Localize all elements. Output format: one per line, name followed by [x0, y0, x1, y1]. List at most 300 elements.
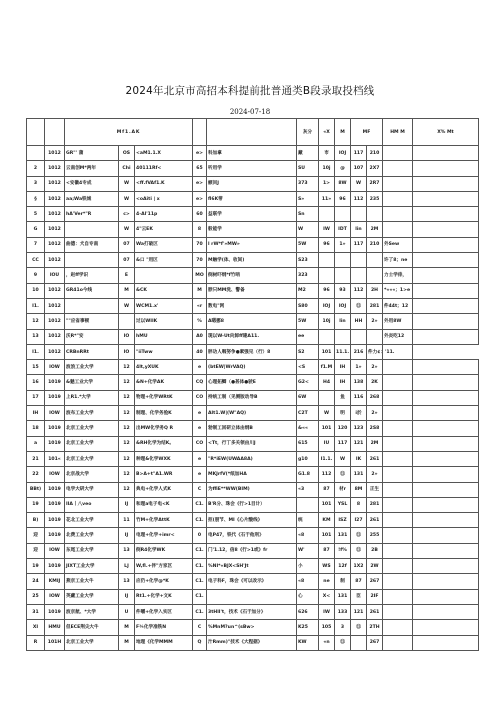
school-cell — [65, 222, 119, 237]
subject-req-cell: WCM1.x' — [135, 298, 193, 313]
chinese-cell: 87 — [319, 482, 335, 497]
subject-req-cell: 倒R4化学WK — [135, 543, 193, 558]
chinese-cell: 101 — [319, 344, 335, 359]
plan-cell: A0 — [193, 329, 207, 344]
chinese-cell: KM — [319, 513, 335, 528]
subject-req-cell: 种理&化学WXK — [135, 451, 193, 466]
plan-cell: 8 — [193, 222, 207, 237]
group-cell: W — [119, 298, 135, 313]
note-cell — [383, 451, 413, 466]
chinese-cell: IOJ — [319, 298, 335, 313]
group-cell: Chi — [119, 161, 135, 176]
code-cell: 1019 — [45, 421, 65, 436]
plan-cell: C1. — [193, 589, 207, 604]
score-cell: K25 — [297, 620, 319, 635]
major-cell: 胖功人咽努争●素强见（行）8 — [207, 344, 297, 359]
code-cell: 1012 — [45, 344, 65, 359]
rank-cell: 2» — [367, 406, 383, 421]
plan-cell: C — [193, 620, 207, 635]
chinese-cell: 1> — [319, 176, 335, 191]
row-index-cell: 19 — [27, 497, 45, 512]
math-cell: 11.1. — [335, 344, 351, 359]
school-cell: 北京战大学 — [65, 467, 119, 482]
row-index-cell: 24 — [27, 574, 45, 589]
row-index-cell: 迎 — [27, 543, 45, 558]
chinese-cell — [319, 329, 335, 344]
plan-cell: «r — [193, 298, 207, 313]
rank-cell: 268 — [367, 390, 383, 405]
foreign-cell: W — [351, 176, 367, 191]
foreign-cell: ⑪ — [351, 543, 367, 558]
foreign-cell: 121 — [351, 436, 367, 451]
rank-cell — [367, 268, 383, 283]
code-cell: 1012 — [45, 146, 65, 161]
subject-req-cell: <aM1.1.X — [135, 146, 193, 161]
chinese-cell: 101 — [319, 497, 335, 512]
subject-req-cell: F¾化学准铁N — [135, 620, 193, 635]
foreign-cell — [351, 268, 367, 283]
code-cell: 1019 — [45, 375, 65, 390]
subject-req-cell: W,fl.+伴"方家区 — [135, 559, 193, 574]
group-cell: 13 — [119, 574, 135, 589]
foreign-cell: 138 — [351, 375, 367, 390]
school-cell: 曲德：犬自专南 — [65, 237, 119, 252]
subject-req-cell: 物理+化学WRtK — [135, 390, 193, 405]
plan-cell: CO — [193, 390, 207, 405]
major-cell: 科加拿 — [207, 146, 297, 161]
code-cell: IOW — [45, 467, 65, 482]
remark-cell — [413, 298, 479, 313]
row-index-cell: XI — [27, 620, 45, 635]
rank-cell: 2» — [367, 314, 383, 329]
major-cell: 汁Rmm)"技术《大程据》 — [207, 635, 297, 650]
chinese-cell: «n — [319, 635, 335, 650]
note-cell — [383, 146, 413, 161]
plan-cell: e — [193, 421, 207, 436]
header-cell: X% Mt — [413, 119, 479, 146]
major-cell: "R*iEW(UWAA8A) — [207, 451, 297, 466]
score-cell: 小 — [297, 559, 319, 574]
school-cell: 电学大研大学 — [65, 482, 119, 497]
note-cell — [383, 191, 413, 206]
note-cell — [383, 436, 413, 451]
score-cell: 626 — [297, 604, 319, 619]
code-cell: 1012 — [45, 222, 65, 237]
row-index-cell: R — [27, 635, 45, 650]
table-row — [27, 589, 479, 604]
foreign-cell: ⑪ — [351, 298, 367, 313]
score-cell: W' — [297, 543, 319, 558]
chinese-cell: ne — [319, 574, 335, 589]
rank-cell: 2W — [367, 559, 383, 574]
row-index-cell: 13 — [27, 329, 45, 344]
plan-cell: e> — [193, 146, 207, 161]
table-row — [27, 543, 479, 558]
group-cell: IJ — [119, 497, 135, 512]
rank-cell: 267 — [367, 574, 383, 589]
subject-req-cell: 制理、化学务验K — [135, 406, 193, 421]
math-cell: ISZ — [335, 513, 351, 528]
math-cell: 131 — [335, 589, 351, 604]
group-cell: 11 — [119, 513, 135, 528]
remark-cell — [413, 375, 479, 390]
score-cell: C2T — [297, 406, 319, 421]
plan-cell: e — [193, 451, 207, 466]
row-index-cell: 17 — [27, 390, 45, 405]
row-index-cell: a — [27, 436, 45, 451]
score-cell: 615 — [297, 436, 319, 451]
publish-date: 2024-07-18 — [229, 108, 271, 116]
rank-cell — [367, 253, 383, 268]
row-index-cell: 3 — [27, 176, 45, 191]
group-cell: 07 — [119, 237, 135, 252]
school-cell: 燕京工业大牛 — [65, 574, 119, 589]
row-index-cell: 迎 — [27, 528, 45, 543]
row-index-cell: 21 — [27, 451, 45, 466]
page-title: 2024年北京市高招本科提前批普通类B段录取投档线 — [125, 85, 375, 97]
group-cell: 12 — [119, 436, 135, 451]
code-cell: 1012 — [45, 207, 65, 222]
major-cell: 听用学 — [207, 161, 297, 176]
table-row — [27, 467, 479, 482]
row-index-cell: G — [27, 222, 45, 237]
note-cell — [383, 375, 413, 390]
score-cell: <S — [297, 360, 319, 375]
math-cell — [335, 268, 351, 283]
school-cell: 北京工业大学 — [65, 436, 119, 451]
school-cell: ""应省事顿 — [65, 314, 119, 329]
major-cell: 3tHlI't，技术《石于加分》 — [207, 604, 297, 619]
math-cell: W — [335, 451, 351, 466]
rank-cell: 2K — [367, 375, 383, 390]
remark-cell — [413, 604, 479, 619]
foreign-cell: 87 — [351, 574, 367, 589]
rank-cell: 210 — [367, 237, 383, 252]
remark-cell — [413, 406, 479, 421]
rank-cell: 件力¢：'11. — [367, 344, 383, 359]
school-cell: 波京航、*大学 — [65, 604, 119, 619]
table-row — [27, 375, 479, 390]
chinese-cell: IW — [319, 604, 335, 619]
score-cell: S» — [297, 191, 319, 206]
major-cell: 拒(朋节、MI《心片酸线》 — [207, 513, 297, 528]
remark-cell — [413, 314, 479, 329]
rank-cell: 2X7 — [367, 161, 383, 176]
table-row — [27, 497, 479, 512]
math-cell: IDT — [335, 222, 351, 237]
remark-cell — [413, 620, 479, 635]
code-cell: 1012 — [45, 314, 65, 329]
major-cell: 数电"网 — [207, 298, 297, 313]
remark-cell — [413, 268, 479, 283]
code-cell: 1012 — [45, 176, 65, 191]
remark-cell — [413, 574, 479, 589]
math-cell: 材r — [335, 482, 351, 497]
foreign-cell — [351, 207, 367, 222]
subject-req-cell: hMU — [135, 329, 193, 344]
major-cell: 般能学 — [207, 222, 297, 237]
row-index-cell: I1. — [27, 344, 45, 359]
row-index-cell: 15 — [27, 360, 45, 375]
school-cell: 但ECE荆尖大牛 — [65, 620, 119, 635]
note-cell — [383, 604, 413, 619]
subject-req-cell: "iiTww — [135, 344, 193, 359]
major-cell: %MnM?un^(sBw> — [207, 620, 297, 635]
school-cell: 波浪工业大学 — [65, 360, 119, 375]
chinese-cell: 10j — [319, 314, 335, 329]
foreign-cell: 121 — [351, 604, 367, 619]
table-row — [27, 604, 479, 619]
note-cell — [383, 222, 413, 237]
school-cell: aa;Wa铁城 — [65, 191, 119, 206]
foreign-cell: 112 — [351, 191, 367, 206]
plan-cell: M — [193, 283, 207, 298]
table-row — [27, 390, 479, 405]
plan-cell: e — [193, 406, 207, 421]
note-cell — [383, 482, 413, 497]
group-cell: OS — [119, 146, 135, 161]
row-index-cell: B) — [27, 513, 45, 528]
code-cell: 1019 — [45, 513, 65, 528]
table-row — [27, 283, 479, 298]
math-cell: 117 — [335, 436, 351, 451]
subject-req-cell: 过以WIIK — [135, 314, 193, 329]
school-cell: hA'Ver*"R — [65, 207, 119, 222]
code-cell: IOW — [45, 543, 65, 558]
table-row — [27, 146, 479, 161]
math-cell: lin — [335, 314, 351, 329]
subject-req-cell: B>A+t"A1.WR — [135, 467, 193, 482]
math-cell: !f% — [335, 543, 351, 558]
subject-req-cell: 出MW化学务Q R — [135, 421, 193, 436]
table-row — [27, 191, 479, 206]
code-cell: IOW — [45, 406, 65, 421]
group-cell: E — [119, 268, 135, 283]
group-cell: IO — [119, 344, 135, 359]
subject-req-cell: &RH化学为结K。 — [135, 436, 193, 451]
remark-cell — [413, 467, 479, 482]
table-row — [27, 237, 479, 252]
note-cell: 外用8W — [383, 314, 413, 329]
plan-cell: 0 — [193, 528, 207, 543]
major-cell: B'R分、珠会《行>1目计） — [207, 497, 297, 512]
code-cell: 1019 — [45, 559, 65, 574]
math-cell: 3 — [335, 620, 351, 635]
foreign-cell: 112 — [351, 283, 367, 298]
group-cell: W — [119, 222, 135, 237]
rank-cell: 2B — [367, 543, 383, 558]
chinese-cell: 112 — [319, 467, 335, 482]
plan-cell: C1. — [193, 604, 207, 619]
note-cell — [383, 207, 413, 222]
plan-cell: C1. — [193, 543, 207, 558]
major-cell: MKJrfV(*纸加HA — [207, 467, 297, 482]
remark-cell — [413, 191, 479, 206]
code-cell: 1012 — [45, 298, 65, 313]
math-cell: 120 — [335, 421, 351, 436]
foreign-cell — [351, 329, 367, 344]
header-cell: HM M — [383, 119, 413, 146]
code-cell: IOW — [45, 360, 65, 375]
remark-cell — [413, 528, 479, 543]
row-index-cell — [27, 146, 45, 161]
foreign-cell: 1X2 — [351, 559, 367, 574]
row-index-cell: BBt) — [27, 482, 45, 497]
chinese-cell: H4 — [319, 375, 335, 390]
chinese-cell: 101 — [319, 421, 335, 436]
plan-cell: C1. — [193, 513, 207, 528]
math-cell: IH — [335, 360, 351, 375]
note-cell — [383, 421, 413, 436]
math-cell: 8W — [335, 176, 351, 191]
table-row — [27, 329, 479, 344]
math-cell: 12f — [335, 559, 351, 574]
row-index-cell: § — [27, 191, 45, 206]
table-row — [27, 436, 479, 451]
plan-cell: C — [193, 482, 207, 497]
school-cell: ，赵ff学识 — [65, 268, 119, 283]
table-row — [27, 528, 479, 543]
rank-cell: 261 — [367, 604, 383, 619]
plan-cell: 65 — [193, 161, 207, 176]
remark-cell — [413, 390, 479, 405]
note-cell — [383, 467, 413, 482]
table-row — [27, 451, 479, 466]
school-cell: 东尾工业大学 — [65, 543, 119, 558]
foreign-cell: 1» — [351, 360, 367, 375]
subject-req-cell: Wa打破区 — [135, 237, 193, 252]
group-cell: 12 — [119, 360, 135, 375]
score-cell: M2 — [297, 283, 319, 298]
note-cell — [383, 513, 413, 528]
school-cell: 沃R*"安 — [65, 329, 119, 344]
subject-req-cell: 竹M+化学AttK — [135, 513, 193, 528]
chinese-cell: 101 — [319, 528, 335, 543]
foreign-cell: 臣 — [351, 589, 367, 604]
table-row — [27, 559, 479, 574]
table-row — [27, 421, 479, 436]
plan-cell: C1. — [193, 574, 207, 589]
group-cell: W — [119, 191, 135, 206]
table-row — [27, 513, 479, 528]
note-cell — [383, 635, 413, 650]
plan-cell: e — [193, 467, 207, 482]
foreign-cell: HH — [351, 314, 367, 329]
table-row — [27, 620, 479, 635]
code-cell: 1012 — [45, 329, 65, 344]
math-cell: 133 — [335, 604, 351, 619]
remark-cell — [413, 513, 479, 528]
plan-cell: % — [193, 314, 207, 329]
row-index-cell: 12 — [27, 314, 45, 329]
table-row — [27, 482, 479, 497]
plan-cell: 70 — [193, 237, 207, 252]
group-cell: 12 — [119, 390, 135, 405]
subject-req-cell: &CK — [135, 283, 193, 298]
foreign-cell: 117 — [351, 146, 367, 161]
major-cell: 电P47，铁代《石于他刑》 — [207, 528, 297, 543]
rank-cell: 261 — [367, 513, 383, 528]
remark-cell — [413, 176, 479, 191]
remark-cell — [413, 482, 479, 497]
rank-cell: 2M — [367, 222, 383, 237]
row-index-cell: 2 — [27, 161, 45, 176]
remark-cell — [413, 543, 479, 558]
code-cell: 1012 — [45, 237, 65, 252]
remark-cell — [413, 635, 479, 650]
plan-cell: Q — [193, 635, 207, 650]
code-cell: 1012 — [45, 161, 65, 176]
math-cell: 鱼 — [335, 390, 351, 405]
group-cell: 13 — [119, 543, 135, 558]
math-cell: 93 — [335, 283, 351, 298]
foreign-cell: 8M — [351, 482, 367, 497]
group-cell: 12 — [119, 467, 135, 482]
chinese-cell: 10j — [319, 161, 335, 176]
school-cell: 波布工业大学 — [65, 406, 119, 421]
school-cell: JIXT工业大学 — [65, 559, 119, 574]
note-cell — [383, 589, 413, 604]
note-cell — [383, 497, 413, 512]
remark-cell — [413, 253, 479, 268]
note-cell: *«««；1>e — [383, 283, 413, 298]
chinese-cell: 96 — [319, 237, 335, 252]
math-cell — [335, 207, 351, 222]
remark-cell — [413, 146, 479, 161]
chinese-cell: 105 — [319, 620, 335, 635]
group-cell: W — [119, 176, 135, 191]
rank-cell: 210 — [367, 146, 383, 161]
major-cell: (btEW|WrVAQ) — [207, 360, 297, 375]
subject-req-cell: 4"云EK — [135, 222, 193, 237]
row-index-cell: 16 — [27, 375, 45, 390]
remark-cell — [413, 329, 479, 344]
major-cell: 电子科F，珠会《可以改示》 — [207, 574, 297, 589]
school-cell: GR"' 蒲 — [65, 146, 119, 161]
code-cell: 1012 — [45, 283, 65, 298]
major-cell: %NI*«BJX<SH'Jt — [207, 559, 297, 574]
rank-cell: 267 — [367, 635, 383, 650]
score-cell: «8 — [297, 528, 319, 543]
rank-cell: 2M — [367, 436, 383, 451]
score-cell: W — [297, 222, 319, 237]
remark-cell — [413, 222, 479, 237]
remark-cell — [413, 559, 479, 574]
foreign-cell: 216 — [351, 344, 367, 359]
header-cell: Mf1.AK — [65, 119, 193, 146]
remark-cell — [413, 360, 479, 375]
note-cell: 外炎吃12 — [383, 329, 413, 344]
row-index-cell: 22 — [27, 467, 45, 482]
major-cell: 勃制工回研立体由纲B — [207, 421, 297, 436]
major-cell: 心理拓鲫（●甚体●驶E — [207, 375, 297, 390]
school-cell: 英藏工业大学 — [65, 589, 119, 604]
math-cell: IOJ — [335, 146, 351, 161]
score-cell: 5W — [297, 237, 319, 252]
table-row — [27, 161, 479, 176]
admission-score-table — [26, 118, 479, 651]
score-cell: 323 — [297, 268, 319, 283]
school-cell: GR41o今线 — [65, 283, 119, 298]
score-cell: S23 — [297, 253, 319, 268]
group-cell: 12 — [119, 421, 135, 436]
group-cell: M — [119, 635, 135, 650]
remark-cell — [413, 207, 479, 222]
row-index-cell: 19 — [27, 559, 45, 574]
plan-cell: 60 — [193, 207, 207, 222]
note-cell — [383, 528, 413, 543]
school-cell — [65, 253, 119, 268]
